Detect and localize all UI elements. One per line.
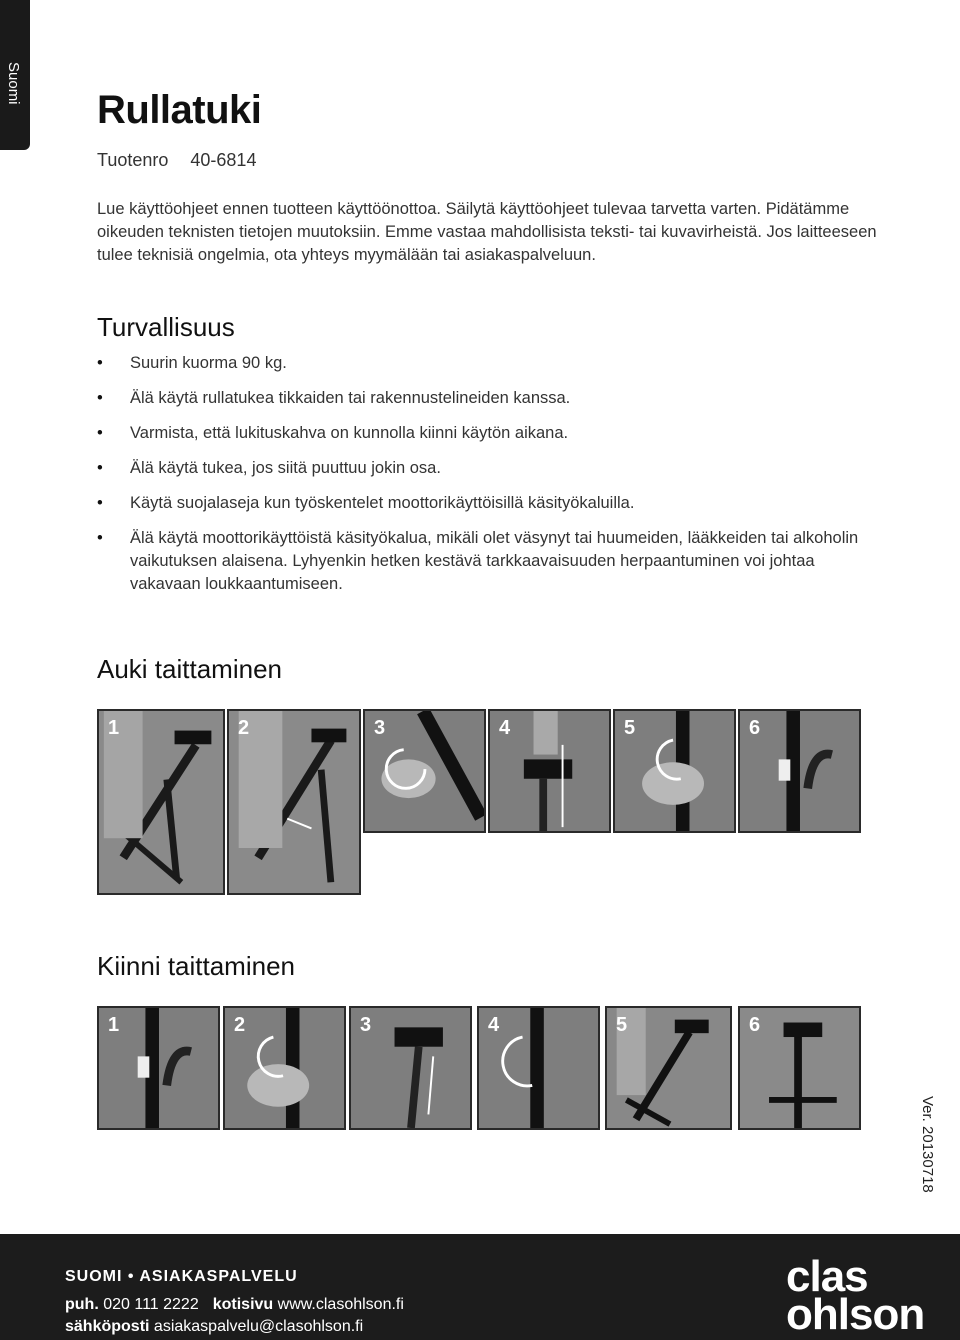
clas-ohlson-logo [786,1252,925,1339]
product-number-label: Tuotenro [97,150,169,170]
close-step-photo-3 [349,1006,472,1130]
open-step-photo-1 [97,709,225,895]
step-number: 6 [749,1014,761,1036]
close-step-photo-4 [477,1006,600,1130]
open-step-photo-3 [363,709,486,833]
close-step-photo-6 [738,1006,861,1130]
open-step-photo-5 [613,709,736,833]
close-step-photo-2 [223,1006,346,1130]
list-item: • Älä käytä rullatukea tikkaiden tai rakennustelineiden kanssa. [97,387,877,410]
step-number: 1 [108,717,120,739]
step-number: 5 [624,717,636,739]
step-number: 1 [108,1014,120,1036]
web-link[interactable]: www.clasohlson.fi [277,1296,404,1313]
safety-heading: Turvallisuus [97,312,235,342]
logo-line-1: clas [786,1252,868,1301]
step-number: 6 [749,717,761,739]
close-step-photo-5 [605,1006,732,1130]
open-heading: Auki taittaminen [97,654,282,684]
step-number: 3 [360,1014,372,1036]
footer-heading: SUOMI • ASIAKASPALVELU [65,1268,298,1285]
list-item: • Suurin kuorma 90 kg. [97,352,877,375]
list-item: • Varmista, että lukituskahva on kunnolla kiinni käytön aikana. [97,422,877,445]
phone-label: puh. [65,1296,99,1313]
list-item: • Älä käytä moottorikäyttöistä käsityökalua, mikäli olet väsynyt tai huumeiden, lääkkeiden tai alkoholin vaikutuksen alaisena. Lyhyenkin hetken kestävä tarkkaavaisuuden herpaantuminen voi johtaa vakavaan loukkaantumiseen. [97,527,877,596]
footer-contact-line [65,1296,404,1314]
step-number: 5 [616,1014,628,1036]
close-heading: Kiinni taittaminen [97,951,295,981]
email-label: sähköposti [65,1318,150,1335]
version-label: Ver. 20130718 [919,1096,936,1193]
web-label: kotisivu [212,1296,274,1313]
logo-line-2: ohlson [786,1290,925,1339]
list-item: • Älä käytä tukea, jos siitä puuttuu jokin osa. [97,457,877,480]
list-item: • Käytä suojalaseja kun työskentelet moottorikäyttöisillä käsityökaluilla. [97,492,877,515]
footer [0,1234,960,1340]
open-step-photo-6 [738,709,861,833]
phone-number: 020 111 2222 [103,1296,199,1313]
safety-list [97,352,877,608]
language-tab-label: Suomi [5,62,22,105]
product-number-value: 40-6814 [190,150,257,170]
language-tab [0,0,30,150]
step-number: 2 [238,717,250,739]
page-title: Rullatuki [97,88,262,132]
email-link[interactable]: asiakaspalvelu@clasohlson.fi [153,1318,364,1335]
open-step-photo-2 [227,709,361,895]
open-step-photo-4 [488,709,611,833]
intro-text: Lue käyttöohjeet ennen tuotteen käyttöönottoa. Säilytä käyttöohjeet tulevaa tarvetta varten. Pidätämme oikeuden teknisten tietojen muutoksiin. Emme vastaa mahdollisista teksti- tai kuvavirheistä. Jos laitteeseen tulee teknisiä ongelmia, ota yhteys myymälään tai asiakaspalveluun. [97,200,877,264]
step-number: 3 [374,717,386,739]
step-number: 2 [234,1014,246,1036]
step-number: 4 [499,717,511,739]
close-step-photo-1 [97,1006,220,1130]
step-number: 4 [488,1014,500,1036]
product-number [97,150,256,171]
footer-email-line [65,1318,363,1336]
